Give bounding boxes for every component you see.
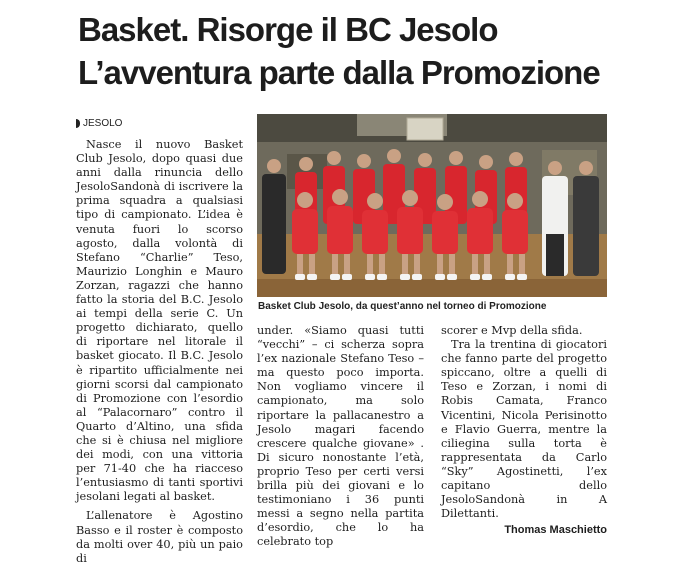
- location-label: JESOLO: [83, 118, 123, 129]
- headline-line-1: Basket. Risorge il BC Jesolo: [78, 11, 498, 48]
- article-paragraph: under. «Siamo quasi tutti “vecchi” – ci scherza sopra l’ex nazionale Stefano Teso – ma questo poco importa. Non vogliamo vincere il campionato, ma solo riportare la pallacanestro a Jesolo magari facendo crescere qualche giovane» . Di sicuro nonostante l’età, proprio Teso per certi versi brilla più dei giovani e lo testimoniano i 36 punti messi a segno nella partita d’esordio, che lo ha celebrato top: [257, 324, 424, 549]
- location-tag: [76, 118, 122, 129]
- team-photo-illustration: [257, 114, 607, 297]
- headline-line-2: L’avventura parte dalla Promozione: [78, 54, 600, 91]
- article-paragraph: Nasce il nuovo Basket Club Jesolo, dopo quasi due anni dalla rinuncia dello JesoloSandonà di iscrivere la prima squadra a qualsiasi tipo di campionato. L’idea è venuta fuori lo scorso agosto, dalla volontà di Stefano “Charlie” Teso, Maurizio Longhin e Mauro Zorzan, ragazzi che hanno fatto la storia del B.C. Jesolo ai tempi della serie C. Un progetto dichiarato, quello di riportare nel litorale il basket giocato. Il B.C. Jesolo è ripartito ufficialmente nei giorni scorsi dal campionato di Promozione con l’esordio al “Palacornaro” contro il Quarto d’Altino, una sfida che si è chiusa nel migliore dei modi, con una vittoria per 71-40 che ha riacceso l’entusiasmo di tanti sportivi jesolani legati al basket.: [76, 138, 243, 504]
- article-column-2: [257, 324, 424, 550]
- author-byline: Thomas Maschietto: [504, 524, 607, 537]
- article-paragraph: Tra la trentina di giocatori che fanno parte del progetto spiccano, oltre a quelli di Teso e Zorzan, i nomi di Robis Camata, Franco Vicentini, Nicola Perisinotto e Flavio Guerra, mentre la ciliegina sulla torta è rappresentata da Carlo “Sky” Agostinetti, l’ex capitano dello JesoloSandonà in A Dilettanti.: [441, 338, 607, 521]
- article-column-1: [76, 138, 243, 566]
- location-marker-icon: [76, 119, 80, 128]
- photo-caption: Basket Club Jesolo, da quest’anno nel torneo di Promozione: [258, 301, 547, 312]
- team-photo: [257, 114, 607, 297]
- article-paragraph: L’allenatore è Agostino Basso e il roster è composto da molti over 40, più un paio di: [76, 509, 243, 565]
- article-column-3: [441, 324, 607, 537]
- article-paragraph: scorer e Mvp della sfida.: [441, 324, 583, 337]
